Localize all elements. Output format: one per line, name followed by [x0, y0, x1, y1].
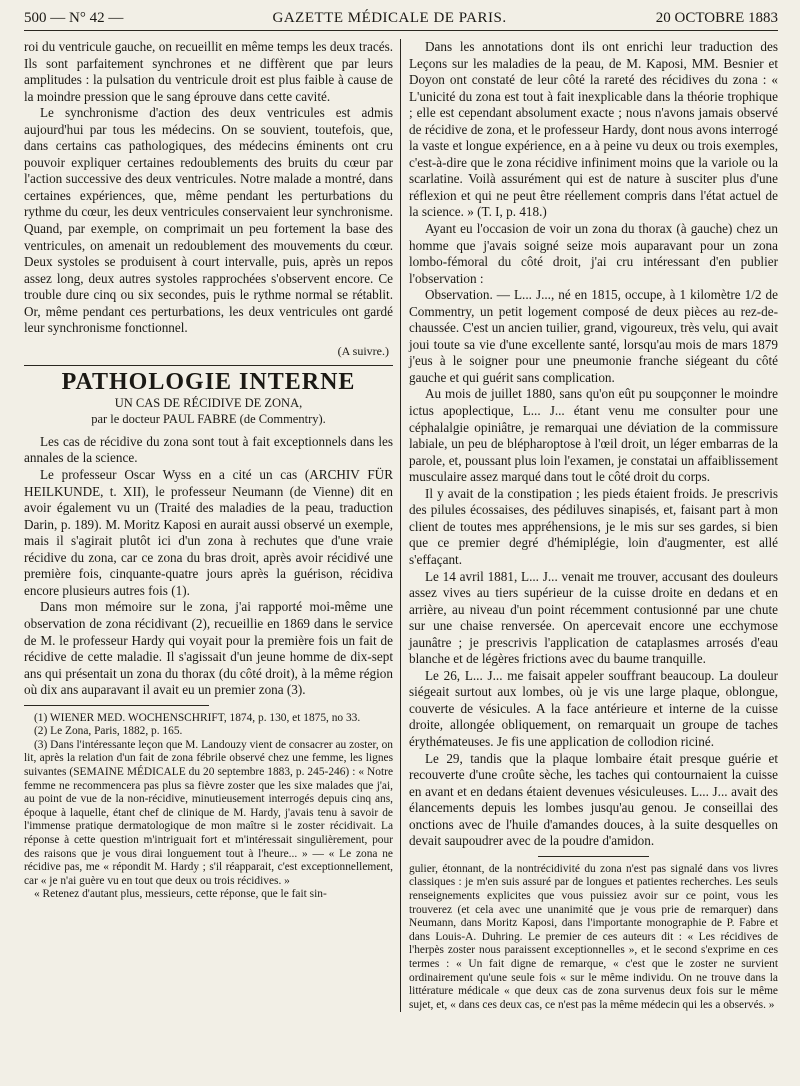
article-author: par le docteur PAUL FABRE (de Commentry). [91, 411, 326, 426]
paragraph: Le 26, L... J... me faisait appeler souffrant beaucoup. La douleur siégeait surtout aux lombes, où je vis une large plaque, oblongue, couverte de vésicules. A la face antérieure et interne de la cuisse droite, allongée obliquement, on remarquait un groupe de taches érythémateuses. Je fis une application de collodion riciné. [409, 667, 778, 749]
footnotes [409, 863, 778, 1013]
footnote-divider [538, 856, 649, 857]
left-column [24, 39, 400, 1012]
section-title: PATHOLOGIE INTERNE [61, 369, 356, 396]
paragraph: Le 14 avril 1881, L... J... venait me trouver, accusant des douleurs assez vives au tiers supérieur de la cuisse droite en dedans et en arrière, au niveau d'un point récemment contusionné par une chute sur une chaise renversée. On apercevait encore une ecchymose jaunâtre ; je prescrivis l'application de cataplasmes arrosés d'eau blanche et de légères frictions avec du baume tranquille. [409, 568, 778, 667]
footnote-divider [24, 705, 209, 706]
paragraph: roi du ventricule gauche, on recueillit en même temps les deux tracés. Ils sont parfaitement synchrones et ne diffèrent que par leurs amplitudes : la pulsation du ventricule droit est plus faible à cause de la moindre pression que le sang éprouve dans cette cavité. [24, 39, 393, 104]
paragraph: Dans les annotations dont ils ont enrichi leur traduction des Leçons sur les maladies de la peau, de M. Kaposi, MM. Besnier et Doyon ont constaté de leur côté la rareté des récidives du zona : « L'unicité du zona est tout à fait inexplicable dans la théorie trophique ; elle est cependant absolument exacte ; nous n'avons jamais observé de récidive de zona, et le professeur Hardy, dont nous avons interrogé la vaste et longue expérience, en a à peine vu deux ou trois exemples, c'est-à-dire que le zona récidive infiniment moins que la variole ou la scarlatine. Voilà assurément qui est de nature à susciter plus d'une réflexion et qui ne peut être réellement compris dans l'état actuel de la science. » (T. I, p. 418.) [409, 39, 778, 220]
right-column [400, 39, 778, 1012]
footnotes [24, 712, 393, 902]
issue-date: 20 OCTOBRE 1883 [655, 10, 778, 26]
paragraph: Au mois de juillet 1880, sans qu'on eût pu soupçonner le moindre ictus apoplectique, L... J... étant venu me consulter pour une céphalalgie opiniâtre, je remarquai une déviation de la commissure labiale, un peu de blépharoptose à l'œil droit, un léger embarras de la parole, et, poussant plus loin l'examen, je constatai un affaiblissement musculaire assez marqué dans tout le côté droit du corps. [409, 386, 778, 485]
paragraph: Ayant eu l'occasion de voir un zona du thorax (à gauche) chez un homme que j'avais soigné seize mois auparavant pour un zona lombo-fémoral du côté droit, j'ai cru intéressant d'en publier l'observation : [409, 221, 778, 286]
page-header [24, 10, 778, 31]
section-divider [24, 365, 393, 366]
paragraph: Il y avait de la constipation ; les pieds étaient froids. Je prescrivis des pilules écossaises, des pédiluves sinapisés, et, faisant part à mon client de toutes mes appréhensions, je le mis sur ses gardes, si bien que ce premier degré d'hémiplégie, loin d'augmenter, est allé s'effaçant. [409, 485, 778, 567]
paragraph: Observation. — L... J..., né en 1815, occupe, à 1 kilomètre 1/2 de Commentry, un petit logement composé de deux pièces au rez-de-chaussée. C'est un ancien tuilier, grand, vigoureux, très velu, qui avait joui toute sa vie d'une excellente santé, lorsqu'au mois de mars 1879 j'eus à le soigner pour une pneumonie franche siégeant du côté gauche et qui guérit sans complication. [409, 287, 778, 385]
paragraph: Le professeur Oscar Wyss en a cité un cas (ARCHIV FÜR HEILKUNDE, t. XII), le professeur Neumann (de Vienne) dit en avoir également vu un (Traité des maladies de la peau, traduction Darin, p. 189). M. Moritz Kaposi en aurait aussi observé un exemple, mais il s'agirait plutôt ici d'un zona à rechutes que d'une vraie récidive du zona, car ce zona du bras droit, après avoir récidivé une première fois, cinquante-quatre jours après la guérison, récidiva encore plusieurs autres fois (1). [24, 467, 393, 598]
footnote: « Retenez d'autant plus, messieurs, cette réponse, que le fait sin- [34, 888, 327, 901]
footnote: (1) WIENER MED. WOCHENSCHRIFT, 1874, p. 130, et 1875, no 33. [34, 711, 361, 724]
to-be-continued: (A suivre.) [337, 343, 389, 358]
columns [24, 39, 778, 1012]
paragraph: Les cas de récidive du zona sont tout à fait exceptionnels dans les annales de la science. [24, 433, 393, 466]
paragraph: Le 29, tandis que la plaque lombaire était presque guérie et recouverte d'une croûte sèche, les taches qui contournaient la cuisse en avant et en dedans étaient devenues vésiculeuses. L... J... avait des élancements depuis les lombes jusqu'au genou. Je conseillai des onctions avec de l'huile d'amandes douces, à la suite desquelles on devait saupoudrer avec de la poudre d'amidon. [409, 750, 778, 849]
paragraph: Le synchronisme d'action des deux ventricules est admis aujourd'hui par tous les médecins. On se souvient, toutefois, que, dans certains cas pathologiques, des médecins éminents ont cru pouvoir expliquer certaines redoublements des bruits du cœur par l'action successive des deux ventricules. Notre malade a montré, dans certaines expériences, que, même pendant les perturbations du rythme du cœur, les deux ventricules conservaient leur synchronisme. Quand, par exemple, on comprimait un peu fortement la base des ventricules, on amenait un redoublement des mouvements du cœur. Deux systoles se produisent à court intervalle, puis, après un repos assez long, deux autres systoles rapprochées s'observent encore. Ce trouble dure cinq ou six secondes, puis le rythme normal se rétablit. Or, même pendant ces perturbations, les deux ventricules ont gardé leur synchronisme fonctionnel. [24, 105, 393, 336]
footnote: (3) Dans l'intéressante leçon que M. Landouzy vient de consacrer au zoster, on lit, après la relation d'un fait de zona fébrile observé chez une femme, les lignes suivantes (SEMAINE MÉDICALE du 20 septembre 1883, p. 245-246) : « Notre femme ne recommencera pas plus sa fièvre zoster que les sixe malades que j'ai, au point de vue de la non-récidive, minutieusement interrogés depuis cinq ans, époque à laquelle, étant chef de clinique de M. Hardy, j'avais tenu à savoir de l'immense pratique dermatologique de mon maître si le zoster récidivait. La réponse à cette question m'intriguait fort et m'intéressait singulièrement, pour des raisons que je vous dirai longuement tout à l'heure... » — « Le zona ne récidive pas, me « répondit M. Hardy ; s'il réapparait, c'est exceptionnellement, car « je n'ai guère vu en tout que deux ou trois récidives. » [24, 738, 393, 887]
journal-title: GAZETTE MÉDICALE DE PARIS. [272, 10, 507, 26]
article-title: UN CAS DE RÉCIDIVE DE ZONA, [114, 395, 303, 410]
footnote-continued: gulier, étonnant, de la nontrécidivité du zona n'est pas signalé dans vos livres classiques : je m'en suis assuré par de longues et patientes recherches. Les seuls renseignements explicites que vous puissiez avoir sur ce point, vous les trouverez (et cela avec une unanimité que je vous prie de remarquer) dans Neumann, dans Moritz Kaposi, dans l'importante monographie de P. Fabre et dans Louis-A. Duhring. Le premier de ces auteurs dit : « Les récidives de l'herpès zoster nous paraissent exceptionnelles », et le second s'exprime en ces termes : « Un fait digne de remarque, « c'est que le zoster ne survient ordinairement qu'une seule fois « sur le même individu. On ne trouve dans la littérature médicale « que deux cas de zona survenus deux fois sur le même sujet, et, « dans ces deux cas, ce n'est pas la même médecin qui les a observés. » [409, 862, 778, 1011]
paragraph: Dans mon mémoire sur le zona, j'ai rapporté moi-même une observation de zona récidivant (2), recueillie en 1869 dans le service de M. le professeur Hardy qui voyait pour la première fois un fait de récidive de cette maladie. Il s'agissait d'un jeune homme de dix-sept ans qui présentait un zona du thorax (du côté droit), à la même région où dix ans auparavant il avait eu un premier zona (3). [24, 599, 393, 698]
footnote: (2) Le Zona, Paris, 1882, p. 165. [34, 725, 183, 738]
page-number: 500 — N° 42 — [24, 10, 124, 26]
